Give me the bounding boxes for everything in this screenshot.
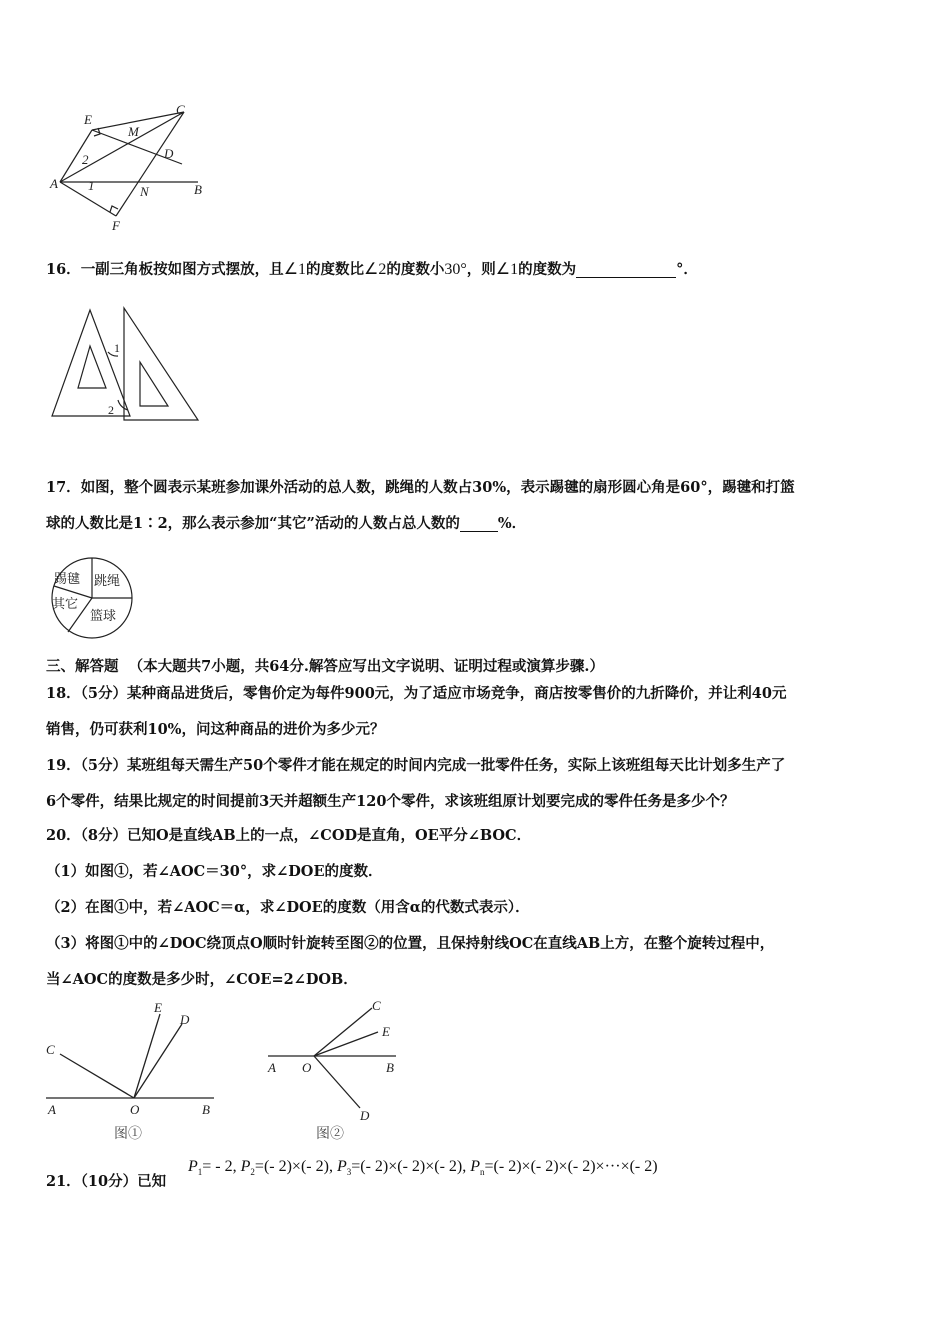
fig2-label-A: A — [268, 1060, 276, 1075]
q15-figure — [44, 98, 224, 238]
label-B: B — [194, 182, 202, 197]
question-21: 21．（10分）已知 — [46, 1173, 167, 1190]
pie-label-lanqiu: 篮球 — [90, 608, 117, 623]
fig2-label-D: D — [360, 1108, 370, 1123]
answer-blank[interactable] — [460, 513, 498, 532]
fig1-label-D: D — [180, 1012, 190, 1027]
fig1-label-C: C — [46, 1042, 55, 1057]
label-C: C — [176, 102, 185, 117]
label-M: M — [128, 124, 139, 139]
label-D: D — [164, 146, 174, 161]
label-2: 2 — [82, 152, 89, 167]
fig2-label-E: E — [382, 1024, 390, 1039]
q21-formula: $P_1= - 2$, $P_2=(-$ 2)×(- 2), $P_3=(-$ 2)×(- 2)×(- 2), $P_n=(-$ 2)×(- 2)×(- 2)×···×(- 2) — [188, 1158, 658, 1178]
question-17: 17．如图，整个圆表示某班参加课外活动的总人数，跳绳的人数占30%，表示踢毽的扇形圆心角是60°，踢毽和打篮 球的人数比是1∶2，那么表示参加“其它”活动的人数占总人数的 %． — [46, 479, 795, 532]
angle-label-1: 1 — [114, 341, 120, 355]
pie-label-qita: 其它 — [52, 596, 79, 611]
label-F: F — [112, 218, 120, 233]
question-18: 18．（5分）某种商品进货后，零售价定为每件900元，为了适应市场竞争，商店按零售价的九折降价，并让利40元 销售，仍可获利10%，问这种商品的进价为多少元？ — [46, 685, 787, 738]
fig1-label-E: E — [154, 1000, 162, 1015]
fig1-label-B: B — [202, 1102, 210, 1117]
fig2-label-C: C — [372, 998, 381, 1013]
question-16: 16．一副三角板按如图方式摆放，且∠1的度数比∠2的度数小30°，则∠1的度数为 °． — [46, 261, 698, 278]
label-N: N — [140, 184, 149, 199]
label-E: E — [84, 112, 92, 127]
fig1-label-O: O — [130, 1102, 140, 1117]
pie-label-tijian: 踢毽 — [54, 571, 81, 586]
question-20: 20．（8分）已知O是直线AB上的一点，∠COD是直角，OE平分∠BOC． （1）如图①，若∠AOC＝30°，求∠DOE的度数． （2）在图①中，若∠AOC＝α，求∠DOE的度数（用含α的代数式表示）． （3）将图①中的∠DOC绕顶点O顺时针旋转至图②的位置，且保持射线OC在直线AB上方，在整个旋转过程中， 当∠AOC的度数是多少时，∠COE=2∠DOB． — [46, 827, 775, 988]
label-1: 1 — [88, 178, 95, 193]
fig2-label-O: O — [302, 1060, 312, 1075]
pie-figure — [44, 556, 140, 640]
q16-figure — [48, 304, 208, 424]
label-A: A — [50, 176, 58, 191]
question-19: 19．（5分）某班组每天需生产50个零件才能在规定的时间内完成一批零件任务，实际上该班组每天比计划多生产了 6个零件，结果比规定的时间提前3天并超额生产120个零件，求该班组原计划要完成的零件任务是多少个？ — [46, 757, 786, 810]
answer-blank[interactable] — [576, 259, 676, 278]
q20-figure-1 — [42, 996, 232, 1146]
fig2-label-B: B — [386, 1060, 394, 1075]
fig1-caption: 图① — [114, 1127, 142, 1142]
q20-figure-2 — [264, 992, 414, 1152]
pie-label-tiaosheng: 跳绳 — [94, 573, 121, 588]
angle-label-2: 2 — [108, 403, 114, 417]
fig2-caption: 图② — [316, 1127, 344, 1142]
fig1-label-A: A — [48, 1102, 56, 1117]
section-3-heading: 三、解答题 （本大题共7小题，共64分.解答应写出文字说明、证明过程或演算步骤.） — [46, 658, 604, 675]
